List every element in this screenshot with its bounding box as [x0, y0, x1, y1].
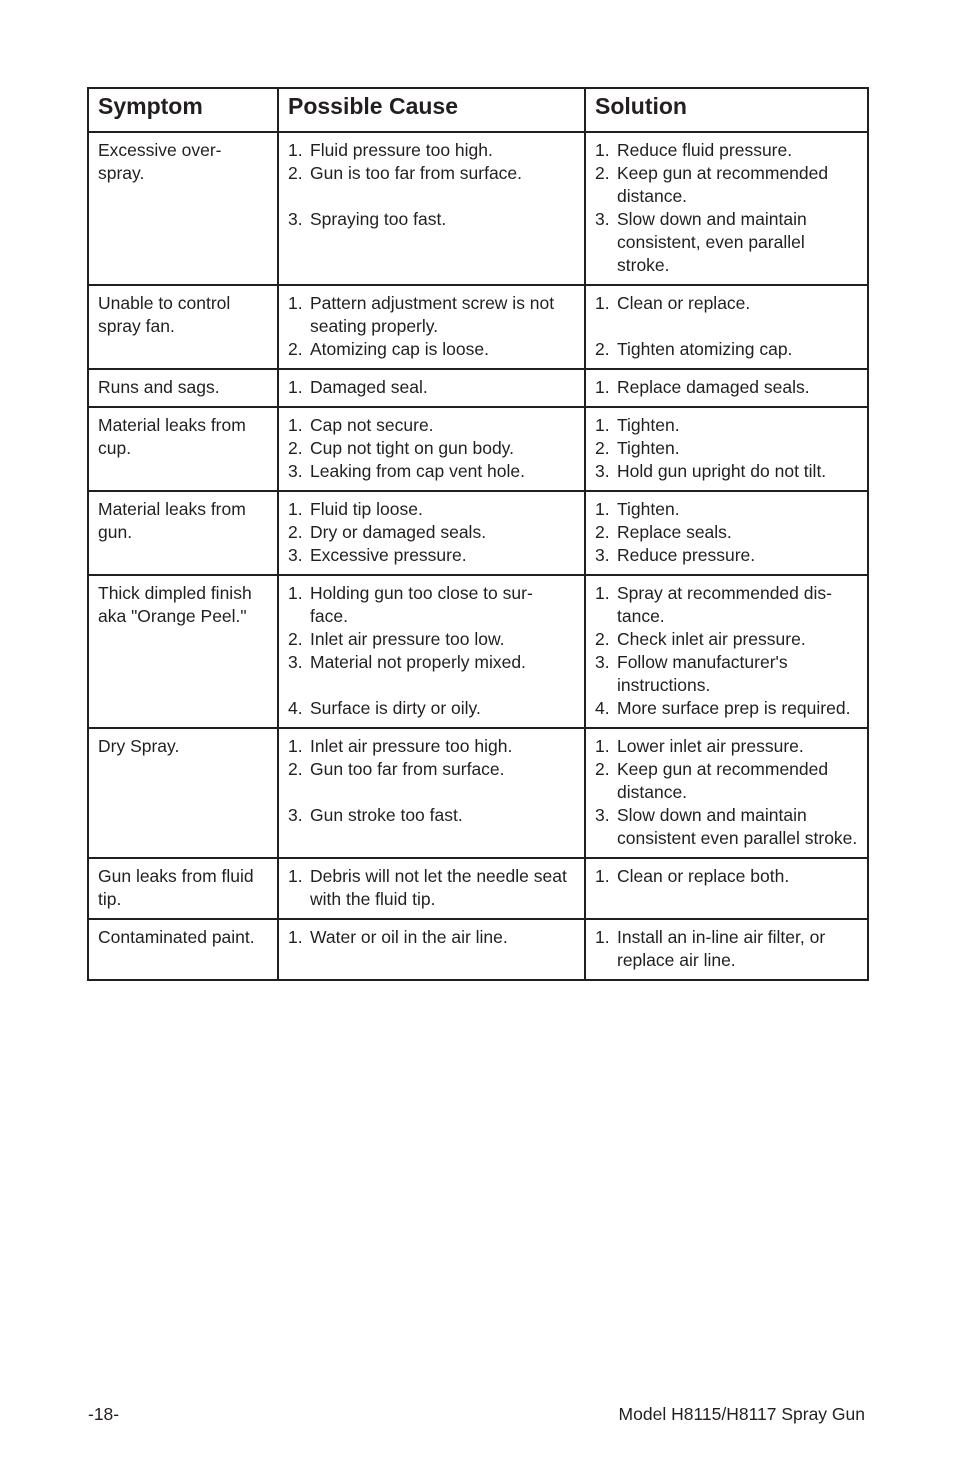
- item-text: Reduce fluid pressure.: [617, 140, 793, 160]
- list-item: [595, 697, 858, 720]
- list-item: [595, 926, 858, 972]
- header-possible-cause: Possible Cause: [278, 88, 585, 132]
- item-number: 3.: [595, 805, 610, 825]
- cause-cell: [278, 858, 585, 919]
- list-item: [595, 758, 858, 804]
- solution-cell: [585, 285, 868, 369]
- item-text: Slow down and maintain consistent, even parallel stroke.: [617, 209, 807, 275]
- list-item: [288, 338, 575, 361]
- item-number: 1.: [288, 140, 303, 160]
- item-number: 1.: [288, 415, 303, 435]
- item-text: Tighten.: [617, 499, 680, 519]
- solution-cell: [585, 407, 868, 491]
- symptom-cell: Contaminated paint.: [88, 919, 278, 980]
- list-item: [595, 582, 858, 628]
- item-text: Clean or replace both.: [617, 866, 790, 886]
- item-number: 1.: [288, 736, 303, 756]
- item-text: Excessive pressure.: [310, 545, 467, 565]
- solution-cell: [585, 369, 868, 407]
- solution-cell: [585, 728, 868, 858]
- symptom-cell: Runs and sags.: [88, 369, 278, 407]
- item-text: Water or oil in the air line.: [310, 927, 508, 947]
- page-number: -18-: [88, 1404, 120, 1424]
- item-text: Gun is too far from surface.: [310, 163, 523, 183]
- item-text: Cap not secure.: [310, 415, 434, 435]
- item-text: Slow down and maintain consistent even parallel stroke.: [617, 805, 858, 848]
- item-text: Keep gun at recommended distance.: [617, 759, 829, 802]
- list-item: [595, 544, 858, 567]
- item-number: 2.: [288, 522, 303, 542]
- cause-cell: [278, 285, 585, 369]
- list-item: [288, 926, 575, 949]
- symptom-cell: Dry Spray.: [88, 728, 278, 858]
- item-number: 1.: [595, 499, 610, 519]
- item-text: Tighten.: [617, 415, 680, 435]
- list-item: [288, 582, 575, 628]
- list-item: [288, 735, 575, 758]
- item-number: 3.: [595, 652, 610, 672]
- cause-cell: [278, 575, 585, 728]
- item-number: 4.: [288, 698, 303, 718]
- item-number: 2.: [595, 629, 610, 649]
- list-item: [288, 521, 575, 544]
- cause-cell: [278, 407, 585, 491]
- item-text: Replace seals.: [617, 522, 732, 542]
- list-item: [595, 208, 858, 277]
- item-text: Dry or damaged seals.: [310, 522, 487, 542]
- list-item: [288, 651, 575, 674]
- list-spacer: [595, 315, 858, 338]
- item-text: Inlet air pressure too low.: [310, 629, 505, 649]
- item-number: 4.: [595, 698, 610, 718]
- item-text: Fluid tip loose.: [310, 499, 423, 519]
- symptom-cell: Excessive over- spray.: [88, 132, 278, 285]
- table-row: [88, 858, 868, 919]
- cause-cell: [278, 728, 585, 858]
- list-item: [595, 139, 858, 162]
- list-item: [288, 758, 575, 781]
- item-text: Hold gun upright do not tilt.: [617, 461, 827, 481]
- item-number: 1.: [288, 583, 303, 603]
- item-text: Fluid pressure too high.: [310, 140, 493, 160]
- list-item: [288, 208, 575, 231]
- cause-cell: [278, 491, 585, 575]
- table-row: [88, 407, 868, 491]
- item-text: More surface prep is required.: [617, 698, 851, 718]
- item-text: Follow manufacturer's instructions.: [617, 652, 788, 695]
- item-text: Replace damaged seals.: [617, 377, 810, 397]
- cause-cell: [278, 369, 585, 407]
- item-number: 2.: [595, 522, 610, 542]
- list-item: [288, 697, 575, 720]
- item-number: 3.: [595, 209, 610, 229]
- item-number: 1.: [595, 415, 610, 435]
- item-number: 3.: [288, 652, 303, 672]
- item-text: Leaking from cap vent hole.: [310, 461, 525, 481]
- item-number: 3.: [288, 461, 303, 481]
- list-item: [288, 544, 575, 567]
- list-item: [288, 162, 575, 185]
- solution-cell: [585, 919, 868, 980]
- item-text: Tighten atomizing cap.: [617, 339, 793, 359]
- item-number: 2.: [595, 438, 610, 458]
- item-number: 1.: [288, 377, 303, 397]
- list-item: [288, 414, 575, 437]
- table-header-row: [88, 88, 868, 132]
- item-number: 1.: [288, 866, 303, 886]
- item-text: Lower inlet air pressure.: [617, 736, 804, 756]
- item-number: 2.: [595, 163, 610, 183]
- item-text: Cup not tight on gun body.: [310, 438, 514, 458]
- item-text: Debris will not let the needle seat with the fluid tip.: [310, 866, 567, 909]
- solution-cell: [585, 132, 868, 285]
- troubleshooting-table: [87, 87, 869, 981]
- item-number: 1.: [595, 377, 610, 397]
- item-number: 2.: [595, 759, 610, 779]
- item-text: Surface is dirty or oily.: [310, 698, 481, 718]
- list-spacer: [288, 674, 575, 697]
- item-number: 3.: [595, 461, 610, 481]
- header-symptom: Symptom: [88, 88, 278, 132]
- item-number: 3.: [595, 545, 610, 565]
- list-item: [595, 338, 858, 361]
- table-row: [88, 491, 868, 575]
- item-text: Damaged seal.: [310, 377, 428, 397]
- item-text: Check inlet air pressure.: [617, 629, 806, 649]
- list-item: [595, 460, 858, 483]
- item-number: 1.: [595, 293, 610, 313]
- solution-cell: [585, 575, 868, 728]
- symptom-cell: Thick dimpled finish aka "Orange Peel.": [88, 575, 278, 728]
- item-number: 1.: [288, 927, 303, 947]
- item-text: Tighten.: [617, 438, 680, 458]
- item-number: 3.: [288, 545, 303, 565]
- item-number: 1.: [288, 293, 303, 313]
- item-text: Keep gun at recommended distance.: [617, 163, 829, 206]
- item-text: Spray at recommended dis- tance.: [617, 583, 832, 626]
- item-text: Install an in-line air filter, or replace air line.: [617, 927, 826, 970]
- list-item: [595, 414, 858, 437]
- item-text: Material not properly mixed.: [310, 652, 526, 672]
- symptom-cell: Gun leaks from fluid tip.: [88, 858, 278, 919]
- list-item: [595, 292, 858, 315]
- item-text: Clean or replace.: [617, 293, 751, 313]
- cause-cell: [278, 919, 585, 980]
- list-item: [595, 376, 858, 399]
- list-spacer: [288, 185, 575, 208]
- list-item: [595, 162, 858, 208]
- item-number: 2.: [288, 759, 303, 779]
- item-number: 2.: [288, 629, 303, 649]
- table-body: [88, 132, 868, 980]
- model-name: Model H8115/H8117 Spray Gun: [618, 1404, 865, 1424]
- list-item: [595, 735, 858, 758]
- symptom-cell: Material leaks from gun.: [88, 491, 278, 575]
- item-number: 1.: [595, 736, 610, 756]
- list-item: [595, 498, 858, 521]
- item-number: 1.: [288, 499, 303, 519]
- item-text: Gun too far from surface.: [310, 759, 505, 779]
- item-number: 1.: [595, 140, 610, 160]
- list-item: [288, 865, 575, 911]
- list-spacer: [288, 781, 575, 804]
- list-item: [288, 292, 575, 338]
- item-text: Atomizing cap is loose.: [310, 339, 489, 359]
- item-number: 2.: [288, 163, 303, 183]
- solution-cell: [585, 858, 868, 919]
- list-item: [288, 139, 575, 162]
- table-row: [88, 132, 868, 285]
- item-text: Holding gun too close to sur- face.: [310, 583, 533, 626]
- symptom-cell: Material leaks from cup.: [88, 407, 278, 491]
- item-text: Reduce pressure.: [617, 545, 756, 565]
- list-item: [595, 865, 858, 888]
- list-item: [595, 804, 858, 850]
- table-row: [88, 728, 868, 858]
- list-item: [288, 628, 575, 651]
- item-number: 2.: [288, 339, 303, 359]
- item-number: 1.: [595, 583, 610, 603]
- list-item: [595, 628, 858, 651]
- list-item: [288, 437, 575, 460]
- list-item: [288, 460, 575, 483]
- list-item: [288, 498, 575, 521]
- item-number: 2.: [288, 438, 303, 458]
- solution-cell: [585, 491, 868, 575]
- list-item: [288, 804, 575, 827]
- item-number: 1.: [595, 866, 610, 886]
- header-solution: Solution: [585, 88, 868, 132]
- table-row: [88, 285, 868, 369]
- table-row: [88, 369, 868, 407]
- item-text: Gun stroke too fast.: [310, 805, 463, 825]
- item-number: 1.: [595, 927, 610, 947]
- list-item: [595, 437, 858, 460]
- symptom-cell: Unable to control spray fan.: [88, 285, 278, 369]
- list-item: [288, 376, 575, 399]
- list-item: [595, 651, 858, 697]
- cause-cell: [278, 132, 585, 285]
- table-row: [88, 919, 868, 980]
- item-text: Inlet air pressure too high.: [310, 736, 513, 756]
- item-number: 3.: [288, 805, 303, 825]
- table-row: [88, 575, 868, 728]
- item-number: 3.: [288, 209, 303, 229]
- item-text: Pattern adjustment screw is not seating properly.: [310, 293, 555, 336]
- item-number: 2.: [595, 339, 610, 359]
- list-item: [595, 521, 858, 544]
- item-text: Spraying too fast.: [310, 209, 447, 229]
